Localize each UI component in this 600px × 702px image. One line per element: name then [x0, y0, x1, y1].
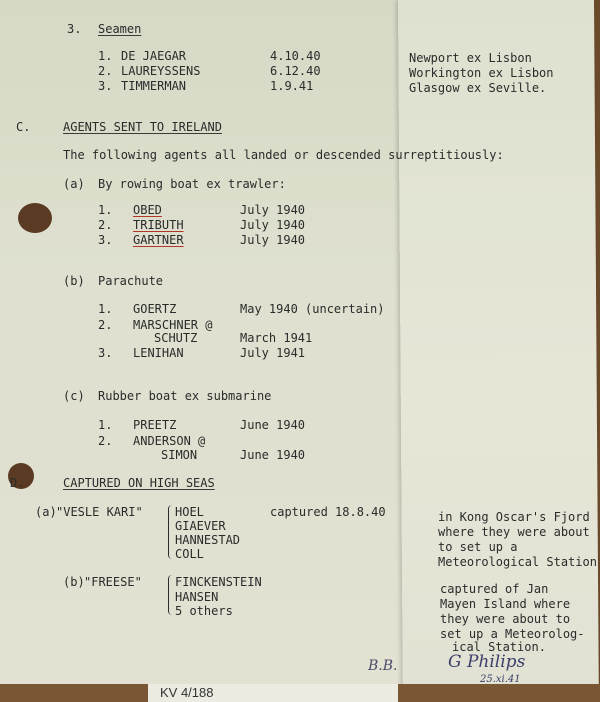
subsection-a-title: By rowing boat ex trawler:	[98, 177, 286, 191]
seamen-row-num: 2.	[98, 64, 113, 78]
agent-date: June 1940	[240, 418, 306, 432]
section-d-letter: D.	[10, 476, 25, 490]
capture-note: Meteorological Station	[438, 555, 597, 569]
subsection-a-label: (a)	[63, 177, 85, 191]
subsection-b-title: Parachute	[98, 274, 164, 288]
agent-num: 1.	[98, 418, 113, 432]
agent-date: July 1940	[240, 203, 306, 217]
agent-num: 3.	[98, 233, 113, 247]
seamen-heading: Seamen	[98, 22, 142, 36]
crew-b-brace	[168, 575, 173, 615]
agent-name: SCHUTZ	[154, 331, 198, 345]
agent-name: PREETZ	[133, 418, 177, 432]
capture-note: where they were about	[438, 525, 590, 539]
agent-name: TRIBUTH	[133, 218, 184, 232]
capture-date: captured 18.8.40	[270, 505, 386, 519]
section-d-heading: CAPTURED ON HIGH SEAS	[63, 476, 215, 490]
capture-note: in Kong Oscar's Fjord	[438, 510, 590, 524]
handwritten-initials: B.B.	[368, 658, 398, 674]
capture-note: to set up a	[438, 540, 518, 554]
capture-note: set up a Meteorolog-	[440, 627, 585, 641]
vessel-b-name: "FREESE"	[84, 575, 142, 589]
crew-member: GIAEVER	[175, 519, 226, 533]
seamen-row-name: TIMMERMAN	[121, 79, 187, 93]
agent-name: MARSCHNER @	[133, 318, 213, 332]
agent-name: OBED	[133, 203, 162, 217]
agent-date: May 1940 (uncertain)	[240, 302, 385, 316]
agent-num: 2.	[98, 434, 113, 448]
reference-number: KV 4/188	[160, 685, 214, 700]
section-c-intro: The following agents all landed or descended surreptitiously:	[63, 148, 504, 162]
agent-num: 1.	[98, 203, 113, 217]
section-c-letter: C.	[16, 120, 31, 134]
seamen-row-name: DE JAEGAR	[121, 49, 187, 63]
vessel-b-label: (b)	[63, 575, 85, 589]
agent-name: GOERTZ	[133, 302, 177, 316]
seamen-row-num: 1.	[98, 49, 113, 63]
seamen-row-date: 1.9.41	[270, 79, 314, 93]
crew-a-brace	[168, 505, 173, 559]
agent-name: GARTNER	[133, 233, 184, 247]
agent-name: SIMON	[161, 448, 198, 462]
crew-member: 5 others	[175, 604, 233, 618]
agent-date: June 1940	[240, 448, 306, 462]
capture-note: Mayen Island where	[440, 597, 571, 611]
seamen-row-date: 4.10.40	[270, 49, 321, 63]
handwritten-date: 25.xi.41	[480, 674, 521, 685]
agent-num: 1.	[98, 302, 113, 316]
agent-num: 2.	[98, 218, 113, 232]
seamen-number: 3.	[67, 22, 82, 36]
capture-note: ical Station.	[452, 640, 546, 654]
crew-member: FINCKENSTEIN	[175, 575, 262, 589]
section-c-heading: AGENTS SENT TO IRELAND	[63, 120, 222, 134]
agent-name: LENIHAN	[133, 346, 184, 360]
seamen-row-date: 6.12.40	[270, 64, 321, 78]
seamen-row-place: Workington ex Lisbon	[409, 66, 554, 80]
agent-date: March 1941	[240, 331, 313, 345]
seamen-row-name: LAUREYSSENS	[121, 64, 201, 78]
agent-num: 3.	[98, 346, 113, 360]
punch-hole-top	[18, 203, 52, 233]
agent-date: July 1941	[240, 346, 306, 360]
vessel-a-name: "VESLE KARI"	[56, 505, 143, 519]
crew-member: HOEL	[175, 505, 204, 519]
agent-name: ANDERSON @	[133, 434, 206, 448]
agent-date: July 1940	[240, 218, 306, 232]
capture-note: captured of Jan	[440, 582, 549, 596]
seamen-row-num: 3.	[98, 79, 113, 93]
vessel-a-label: (a)	[35, 505, 57, 519]
seamen-row-place: Newport ex Lisbon	[409, 51, 532, 65]
crew-member: HANSEN	[175, 590, 219, 604]
agent-date: July 1940	[240, 233, 306, 247]
subsection-c-title: Rubber boat ex submarine	[98, 389, 272, 403]
crew-member: HANNESTAD	[175, 533, 241, 547]
seamen-row-place: Glasgow ex Seville.	[409, 81, 547, 95]
agent-num: 2.	[98, 318, 113, 332]
subsection-b-label: (b)	[63, 274, 85, 288]
capture-note: they were about to	[440, 612, 571, 626]
subsection-c-label: (c)	[63, 389, 85, 403]
crew-member: COLL	[175, 547, 204, 561]
handwritten-signature: G Philips	[448, 652, 526, 672]
